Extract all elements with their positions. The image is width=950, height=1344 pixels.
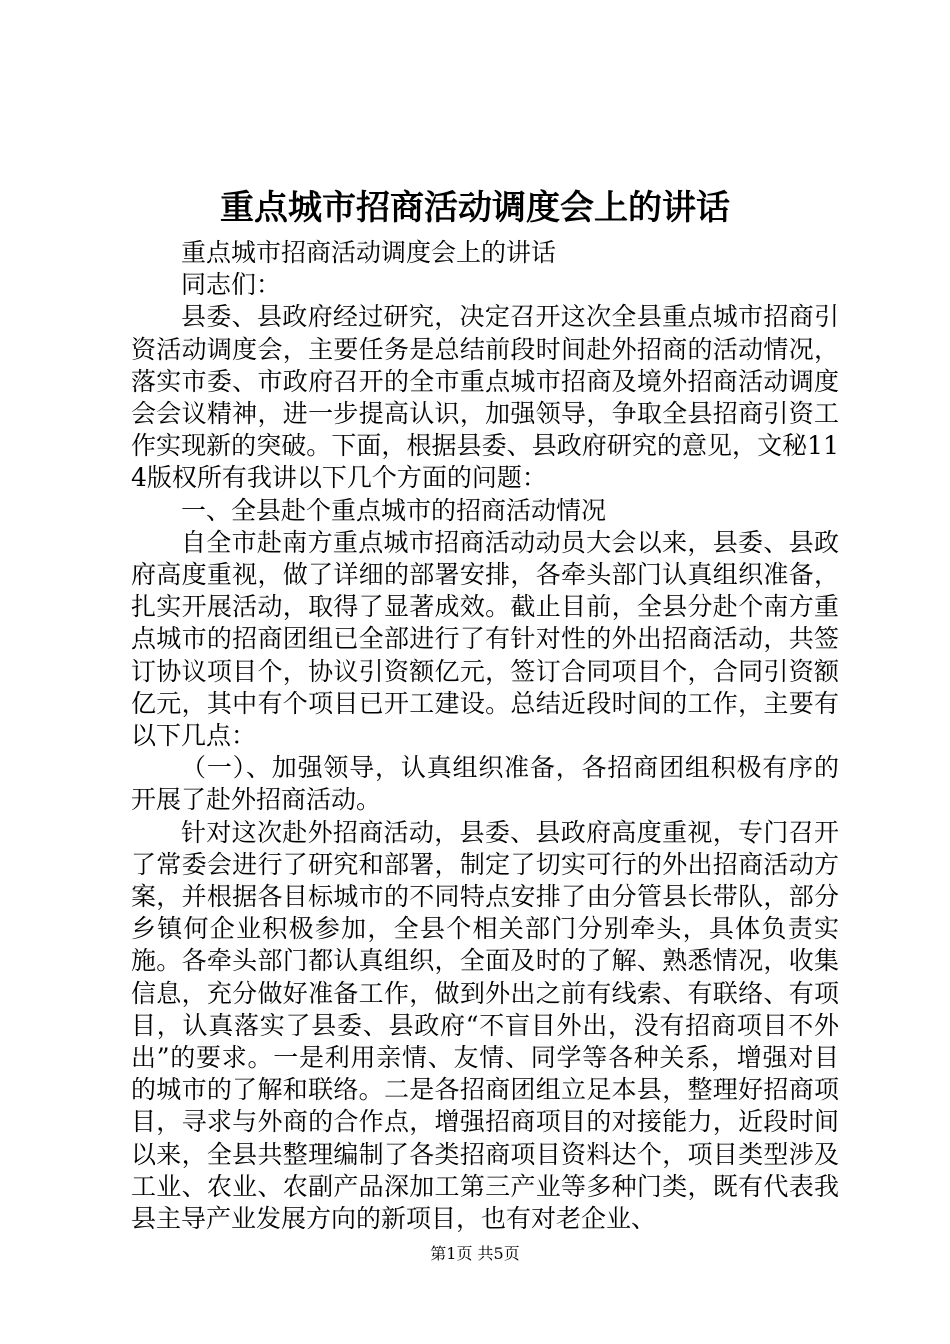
section-heading: 一、全县赴个重点城市的招商活动情况: [181, 495, 607, 525]
document-title: 重点城市招商活动调度会上的讲话: [220, 188, 730, 228]
intro-paragraph: 县委、县政府经过研究，决定召开这次全县重点城市招商引资活动调度会，主要任务是总结前段时间赴外招商的活动情况，落实市委、市政府召开的全市重点城市招商及境外招商活动调度会会议精神，进一步提高认识，加强领导，争取全县招商引资工作实现新的突破。下面，根据县委、县政府研究的意见，文秘114版权所有我讲以下几个方面的问题：: [131, 302, 839, 493]
body-paragraph: 自全市赴南方重点城市招商活动动员大会以来，县委、县政府高度重视，做了详细的部署安排，各牵头部门认真组织准备，扎实开展活动，取得了显著成效。截止目前，全县分赴个南方重点城市的招商团组已全部进行了有针对性的外出招商活动，共签订协议项目个，协议引资额亿元，签订合同项目个，合同引资额亿元，其中有个项目已开工建设。总结近段时间的工作，主要有以下几点：: [131, 527, 839, 751]
subtitle-paragraph: 重点城市招商活动调度会上的讲话: [181, 238, 557, 267]
salutation-paragraph: 同志们：: [181, 270, 282, 300]
document-body: [131, 237, 839, 1235]
subsection-heading: （一）、加强领导，认真组织准备，各招商团组积极有序的开展了赴外招商活动。: [131, 753, 839, 815]
body-paragraph: 针对这次赴外招商活动，县委、县政府高度重视，专门召开了常委会进行了研究和部署，制定了切实可行的外出招商活动方案，并根据各目标城市的不同特点安排了由分管县长带队，部分乡镇何企业积极参加，全县个相关部门分别牵头，具体负责实施。各牵头部门都认真组织，全面及时的了解、熟悉情况，收集信息，充分做好准备工作，做到外出之前有线索、有联络、有项目，认真落实了县委、县政府“不盲目外出，没有招商项目不外出”的要求。一是利用亲情、友情、同学等各种关系，增强对目的城市的了解和联络。二是各招商团组立足本县，整理好招商项目，寻求与外商的合作点，增强招商项目的对接能力，近段时间以来，全县共整理编制了各类招商项目资料达个，项目类型涉及工业、农业、农副产品深加工第三产业等多种门类，既有代表我县主导产业发展方向的新项目，也有对老企业、: [131, 817, 839, 1234]
page-footer: 第1页 共5页: [430, 1244, 520, 1263]
